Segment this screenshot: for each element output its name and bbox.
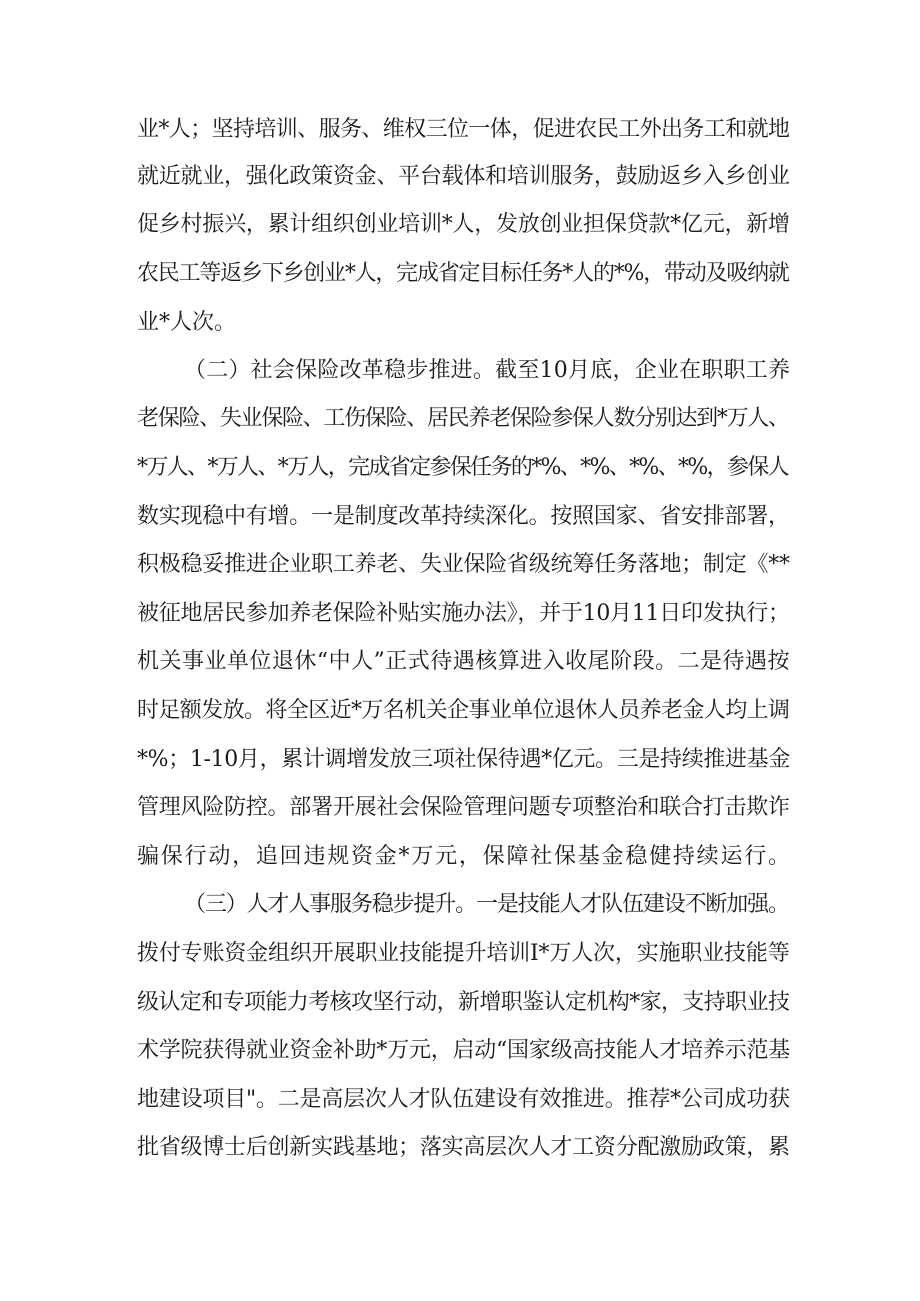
paragraph-line: 被征地居民参加养老保险补贴实施办法》，并于10月11日印发执行； <box>137 601 790 626</box>
section-heading-line: （二）社会保险改革稳步推进。截至10月底，企业在职职工养 <box>184 358 791 383</box>
paragraph-line: 时足额发放。将全区近*万名机关企事业单位退休人员养老金人均上调 <box>137 698 790 723</box>
paragraph-line: 管理风险防控。部署开展社会保险管理问题专项整治和联合打击欺诈 <box>137 795 790 820</box>
paragraph-line: 骗保行动，追回违规资金*万元，保障社保基金稳健持续运行。 <box>137 844 792 869</box>
paragraph-line: 数实现稳中有增。一是制度改革持续深化。按照国家、省安排部署， <box>137 504 790 529</box>
paragraph-line: 就近就业，强化政策资金、平台载体和培训服务，鼓励返乡入乡创业 <box>137 164 790 189</box>
paragraph-line: 业*人次。 <box>137 310 237 335</box>
paragraph-line: 拨付专账资金组织开展职业技能提升培训I*万人次，实施职业技能等 <box>137 941 790 966</box>
paragraph-line: 业*人；坚持培训、服务、维权三位一体，促进农民工外出务工和就地 <box>137 117 790 142</box>
paragraph-line: 促乡村振兴，累计组织创业培训*人，发放创业担保贷款*亿元，新增 <box>137 212 790 237</box>
paragraph-line: 术学院获得就业资金补助*万元，启动“国家级高技能人才培养示范基 <box>137 1038 791 1063</box>
paragraph-line: 机关事业单位退休“中人”正式待遇核算进入收尾阶段。二是待遇按 <box>137 649 790 674</box>
paragraph-line: *%；1-10月，累计调增发放三项社保待遇*亿元。三是持续推进基金 <box>137 747 790 772</box>
paragraph-line: 积极稳妥推进企业职工养老、失业保险省级统筹任务落地；制定《** <box>137 552 790 577</box>
paragraph-line: 农民工等返乡下乡创业*人，完成省定目标任务*人的*%，带动及吸纳就 <box>137 261 789 286</box>
paragraph-line: 地建设项目"。二是高层次人才队伍建设有效推进。推荐*公司成功获 <box>137 1087 790 1112</box>
paragraph-line: 级认定和专项能力考核攻坚行动，新增职鉴认定机构*家，支持职业技 <box>137 990 790 1015</box>
paragraph-line: 老保险、失业保险、工伤保险、居民养老保险参保人数分别达到*万人、 <box>137 406 789 431</box>
section-heading-line: （三）人才人事服务稳步提升。一是技能人才队伍建设不断加强。 <box>184 892 789 917</box>
paragraph-line: 批省级博士后创新实践基地；落实高层次人才工资分配激励政策，累 <box>137 1135 790 1160</box>
paragraph-line: *万人、*万人、*万人，完成省定参保任务的*%、*%、*%、*%，参保人 <box>137 455 788 480</box>
